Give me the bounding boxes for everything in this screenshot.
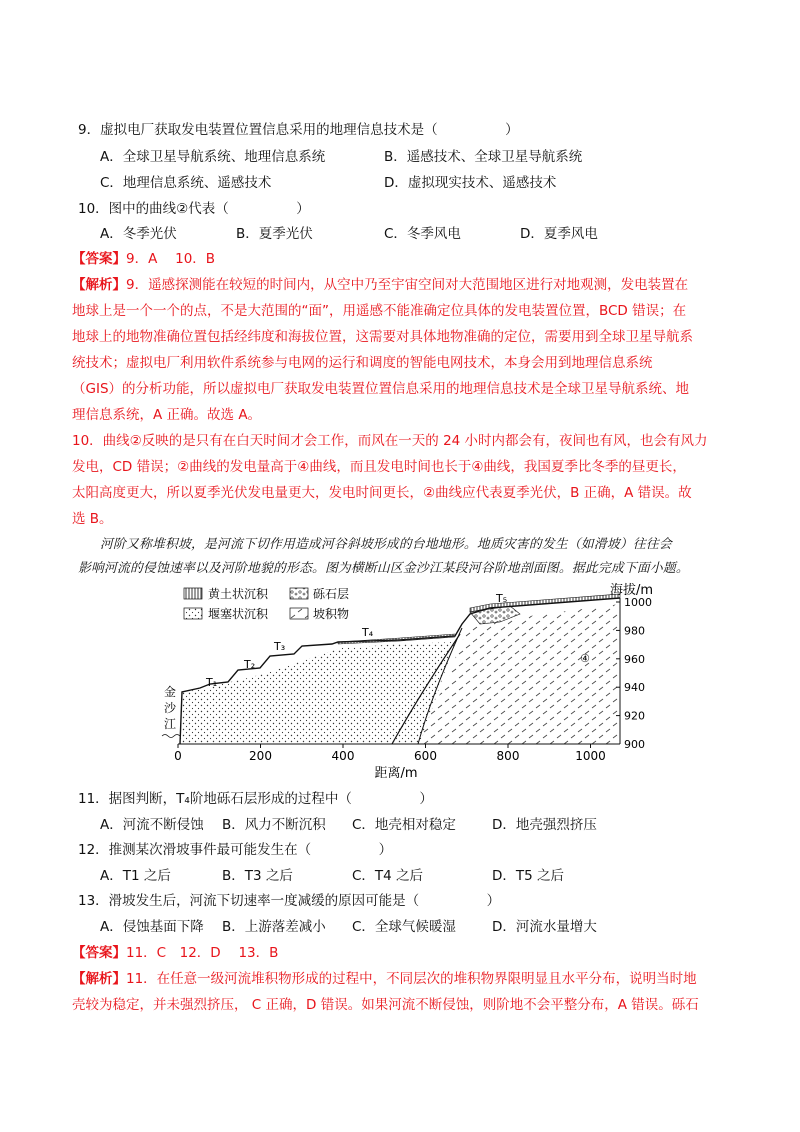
q11-option-c: C．地壳相对稳定 (352, 817, 456, 833)
region-marker: ④ (580, 652, 590, 665)
analysis-tag: 【解析】 (72, 277, 126, 293)
q13-option-a: A．侵蚀基面下降 (100, 919, 204, 935)
analysis-line: 理信息系统，A 正确。故选 A。 (72, 407, 262, 423)
x-tick-label: 400 (331, 749, 355, 763)
answer-tag: 【答案】 (72, 945, 126, 961)
legend-label: 堰塞状沉积 (208, 607, 269, 621)
water-wave-icon (162, 735, 180, 738)
q9-option-d: D．虚拟现实技术、遥感技术 (384, 175, 557, 191)
legend (184, 586, 349, 621)
y-tick-label: 920 (624, 709, 645, 723)
q10-option-a: A．冬季光伏 (100, 226, 177, 242)
x-tick-label: 800 (496, 749, 520, 763)
legend-swatch-gravel (290, 588, 308, 599)
q13-stem: 13．滑坡发生后，河流下切速率一度减缓的原因可能是（ ） (78, 893, 501, 909)
q12-stem: 12．推测某次滑坡事件最可能发生在（ ） (78, 842, 393, 858)
y-axis-title: 海拔/m (610, 583, 654, 598)
x-tick-label: 1000 (575, 749, 606, 763)
q12-option-c: C．T4 之后 (352, 868, 424, 884)
q9-option-b: B．遥感技术、全球卫星导航系统 (384, 149, 583, 165)
intro-line: 影响河流的侵蚀速率以及河阶地貌的形态。图为横断山区金沙江某段河谷阶地剖面图。据此完成下面小题。 (78, 561, 689, 576)
x-tick-label: 200 (249, 749, 272, 763)
analysis-line: 统技术；虚拟电厂利用软件系统参与电网的运行和调度的智能电网技术，本身会用到地理信息系统 (72, 355, 653, 371)
legend-swatch-dammed (184, 608, 202, 619)
q11-option-d: D．地壳强烈挤压 (492, 817, 597, 833)
analysis-line: 10．曲线②反映的是只有在白天时间才会工作，而风在一天的 24 小时内都会有，夜间也有风，也会有风力 (72, 433, 708, 449)
q13-option-d: D．河流水量增大 (492, 919, 597, 935)
q11-stem: 11．据图判断，T₄阶地砾石层形成的过程中（ ） (78, 791, 433, 807)
analysis-text: 11．在任意一级河流堆积物形成的过程中，不同层次的堆积物界限明显且水平分布，说明当时地 (126, 971, 697, 987)
q12-option-b: B．T3 之后 (222, 868, 293, 884)
q10-option-d: D．夏季风电 (520, 226, 598, 242)
analysis-text: 9．遥感探测能在较短的时间内，从空中乃至宇宙空间对大范围地区进行对地观测，发电装置在 (126, 277, 689, 293)
terrace-label-t3: T₃ (274, 640, 286, 653)
intro-line: 河阶又称堆积坡，是河流下切作用造成河谷斜坡形成的台地地形。地质灾害的发生（如滑坡）往往会 (100, 537, 672, 552)
terrace-label-t5: T₅ (496, 592, 508, 605)
legend-swatch-loess (184, 588, 202, 599)
terrace-label-t1: T₁ (206, 676, 218, 689)
analysis-line: 发电，CD 错误；②曲线的发电量高于④曲线，而且发电时间也长于④曲线，我国夏季比冬季的昼更长， (72, 459, 686, 475)
q11-option-b: B．风力不断沉积 (222, 817, 326, 833)
answer-tag: 【答案】 (72, 251, 126, 267)
y-tick-label: 980 (624, 624, 645, 638)
q10-option-c: C．冬季风电 (384, 226, 461, 242)
terrace-label-t2: T₂ (244, 658, 256, 671)
answer-line-1 (72, 249, 215, 269)
river-label: 金 (164, 685, 177, 699)
river-label: 沙 (164, 701, 177, 715)
q11-option-a: A．河流不断侵蚀 (100, 817, 204, 833)
y-tick-label: 960 (624, 652, 645, 666)
x-axis-title: 距离/m (374, 766, 418, 781)
answer-line-2 (72, 943, 278, 963)
q13-option-c: C．全球气候暖湿 (352, 919, 456, 935)
q9-option-a: A．全球卫星导航系统、地理信息系统 (100, 149, 326, 165)
legend-label: 黄土状沉积 (208, 587, 269, 601)
y-ticks (616, 596, 652, 751)
y-tick-label: 940 (624, 681, 645, 695)
q9-option-c: C．地理信息系统、遥感技术 (100, 175, 272, 191)
answer-text: 11．C 12．D 13．B (126, 945, 279, 961)
answer-text: 9．A 10．B (126, 251, 216, 267)
q10-option-b: B．夏季光伏 (236, 226, 313, 242)
loess-strip-t4 (338, 634, 455, 644)
y-tick-label: 900 (624, 738, 645, 751)
analysis-line: （GIS）的分析功能，所以虚拟电厂获取发电装置位置信息采用的地理信息技术是全球卫星导航系统、地 (72, 381, 690, 397)
analysis-line: 选 B。 (72, 511, 113, 527)
river-label: 江 (164, 717, 177, 731)
y-tick-label: 1000 (624, 596, 652, 609)
q13-option-b: B．上游落差减小 (222, 919, 326, 935)
x-tick-label: 0 (174, 749, 182, 763)
analysis-line: 壳较为稳定，并未强烈挤压， C 正确，D 错误。如果河流不断侵蚀，则阶地不会平整分布，A 错误。砾石 (72, 997, 699, 1013)
x-tick-label: 600 (414, 749, 437, 763)
analysis-line (72, 969, 697, 989)
dammed-sediment-area (180, 642, 455, 744)
q9-stem: 9．虚拟电厂获取发电装置位置信息采用的地理信息技术是（ ） (78, 122, 519, 138)
terrace-profile-figure (164, 583, 654, 784)
legend-label: 砾石层 (313, 587, 350, 601)
q10-stem: 10．图中的曲线②代表（ ） (78, 201, 310, 217)
slope-deposit-area (418, 604, 620, 744)
q12-option-d: D．T5 之后 (492, 868, 565, 884)
legend-swatch-slope (290, 608, 308, 619)
terrace-label-t4: T₄ (362, 626, 374, 639)
q12-option-a: A．T1 之后 (100, 868, 171, 884)
analysis-line: 太阳高度更大，所以夏季光伏发电量更大，发电时间更长，②曲线应代表夏季光伏，B 正确，A 错误。故 (72, 485, 692, 501)
analysis-tag: 【解析】 (72, 971, 126, 987)
analysis-line: 地球上是一个一个的点，不是大范围的“面”，用遥感不能准确定位具体的发电装置位置，BCD 错误；在 (72, 303, 687, 319)
analysis-line: 地球上的地物准确位置包括经纬度和海拔位置，这需要对具体地物准确的定位，需要用到全球卫星导航系 (72, 329, 693, 345)
analysis-line (72, 275, 688, 295)
legend-label: 坡积物 (313, 607, 350, 621)
x-ticks (174, 744, 606, 763)
